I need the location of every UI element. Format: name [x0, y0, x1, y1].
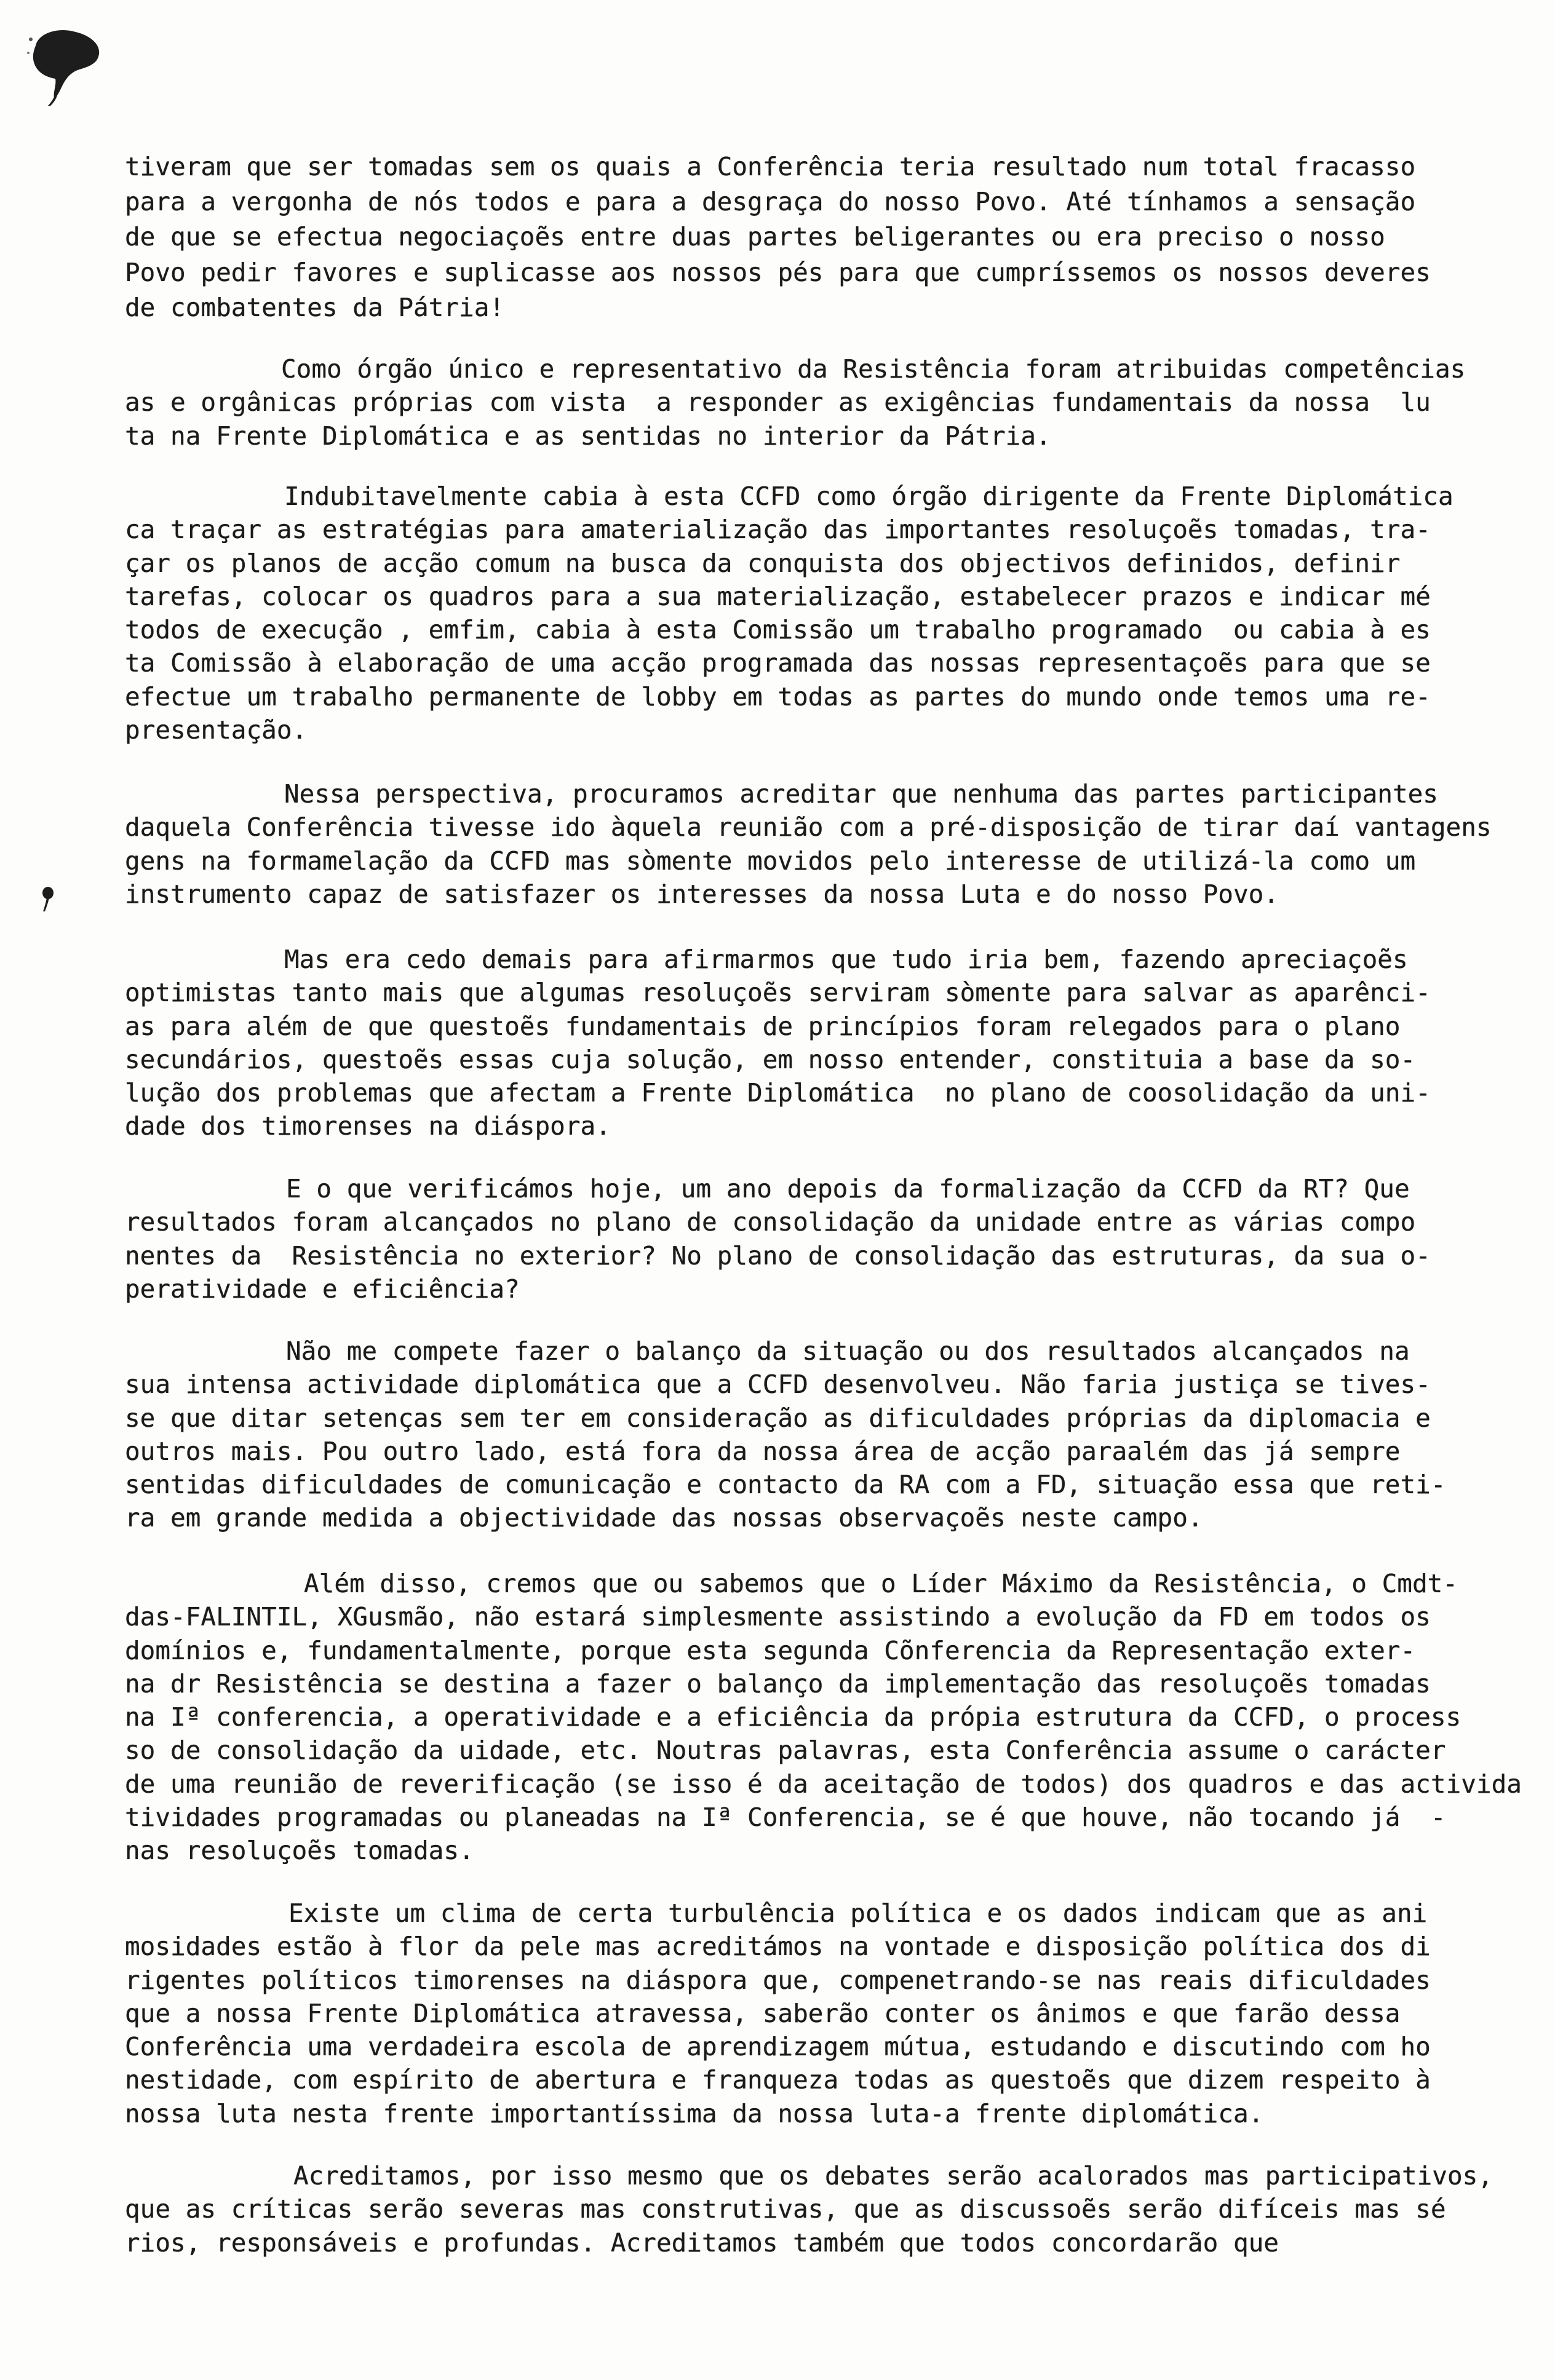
text-line: todos de execução , emfim, cabia à esta Comissão um trabalho programado ou cabia à es: [125, 615, 1431, 645]
text-line: dade dos timorenses na diáspora.: [125, 1111, 611, 1141]
text-line: instrumento capaz de satisfazer os interesses da nossa Luta e do nosso Povo.: [125, 879, 1279, 909]
paragraph: [125, 1335, 1540, 1535]
text-line: para a vergonha de nós todos e para a desgraça do nosso Povo. Até tínhamos a sensação: [125, 187, 1416, 217]
text-line: Nessa perspectiva, procuramos acreditar que nenhuma das partes participantes: [284, 779, 1438, 809]
text-line: resultados foram alcançados no plano de consolidação da unidade entre as várias compo: [125, 1207, 1416, 1237]
text-line: domínios e, fundamentalmente, porque esta segunda Cõnferencia da Representação exter-: [125, 1635, 1416, 1665]
text-line: se que ditar setenças sem ter em consideração as dificuldades próprias da diplomacia e: [125, 1403, 1431, 1433]
text-line: de uma reunião de reverificação (se isso é da aceitação de todos) dos quadros e das activida: [125, 1769, 1522, 1799]
text-line: lução dos problemas que afectam a Frente Diplomática no plano de coosolidação da uni-: [125, 1078, 1431, 1108]
text-line: presentação.: [125, 715, 308, 745]
ink-stain: [23, 21, 109, 107]
text-line: de combatentes da Pátria!: [125, 292, 505, 322]
text-line: de que se efectua negociaçoẽs entre duas partes beligerantes ou era preciso o nosso: [125, 222, 1385, 252]
text-line: efectue um trabalho permanente de lobby em todas as partes do mundo onde temos uma re-: [125, 681, 1431, 712]
ink-dot: [38, 884, 59, 913]
paragraph: [125, 352, 1540, 453]
text-line: rios, responsáveis e profundas. Acreditamos também que todos concordarão que: [125, 2227, 1279, 2258]
text-line: ra em grande medida a objectividade das nossas observaçoẽs neste campo.: [125, 1503, 1203, 1533]
text-line: ca traçar as estratégias para amaterialização das importantes resoluçoẽs tomadas, tra-: [125, 515, 1431, 545]
text-line: mosidades estão à flor da pele mas acreditámos na vontade e disposição política dos di: [125, 1932, 1431, 1962]
text-line: çar os planos de acção comum na busca da conquista dos objectivos definidos, definir: [125, 548, 1401, 578]
text-line: Existe um clima de certa turbulência política e os dados indicam que as ani: [288, 1898, 1428, 1928]
text-line: das-FALINTIL, XGusmão, não estará simplesmente assistindo a evolução da FD em todos os: [125, 1602, 1431, 1632]
text-line: gens na formamelação da CCFD mas sòmente movidos pelo interesse de utilizá-la como um: [125, 846, 1416, 876]
text-line: so de consolidação da uidade, etc. Noutras palavras, esta Conferência assume o carácter: [125, 1735, 1446, 1766]
paragraph: [125, 480, 1540, 747]
text-line: na dr Resistência se destina a fazer o balanço da implementação das resoluçoẽs tomadas: [125, 1668, 1431, 1699]
text-line: Povo pedir favores e suplicasse aos nossos pés para que cumpríssemos os nossos deveres: [125, 257, 1431, 287]
paragraph: [125, 149, 1540, 325]
paragraph: [125, 777, 1540, 911]
text-line: nas resoluçoẽs tomadas.: [125, 1836, 474, 1866]
text-line: nentes da Resistência no exterior? No plano de consolidação das estruturas, da sua o-: [125, 1240, 1431, 1271]
text-line: ta na Frente Diplomática e as sentidas no interior da Pátria.: [125, 421, 1051, 451]
text-line: Além disso, cremos que ou sabemos que o Líder Máximo da Resistência, o Cmdt-: [304, 1569, 1458, 1598]
text-line: Não me compete fazer o balanço da situação ou dos resultados alcançados na: [286, 1336, 1410, 1366]
paragraph: [125, 1567, 1540, 1868]
text-line: Como órgão único e representativo da Resistência foram atribuidas competências: [281, 354, 1466, 384]
text-line: na Iª conferencia, a operatividade e a eficiência da própia estrutura da CCFD, o process: [125, 1702, 1462, 1732]
paragraph: [125, 2159, 1540, 2259]
text-line: secundários, questoẽs essas cuja solução, em nosso entender, constituia a base da so-: [125, 1044, 1416, 1074]
text-line: tarefas, colocar os quadros para a sua materialização, estabelecer prazos e indicar mé: [125, 581, 1431, 611]
text-line: E o que verificámos hoje, um ano depois da formalização da CCFD da RT? Que: [286, 1174, 1410, 1204]
text-line: Indubitavelmente cabia à esta CCFD como órgão dirigente da Frente Diplomática: [284, 482, 1454, 511]
text-line: optimistas tanto mais que algumas resoluçoẽs serviram sòmente para salvar as aparênci-: [125, 978, 1431, 1008]
text-line: ta Comissão à elaboração de uma acção programada das nossas representaçoẽs para que se: [125, 648, 1431, 678]
text-line: daquela Conferência tivesse ido àquela reunião com a pré-disposição de tirar daí vantagens: [125, 812, 1492, 843]
text-line: nestidade, com espírito de abertura e franqueza todas as questoẽs que dizem respeito à: [125, 2065, 1431, 2095]
paragraph: [125, 1897, 1540, 2130]
text-line: tividades programadas ou planeadas na Iª Conferencia, se é que houve, não tocando já -: [125, 1803, 1446, 1833]
text-line: sua intensa actividade diplomática que a CCFD desenvolveu. Não faria justiça se tives-: [125, 1370, 1431, 1400]
text-line: nossa luta nesta frente importantíssima da nossa luta-a frente diplomática.: [125, 2098, 1264, 2128]
text-line: sentidas dificuldades de comunicação e contacto da RA com a FD, situação essa que reti-: [125, 1470, 1446, 1500]
text-line: as para além de que questoẽs fundamentais de princípios foram relegados para o plano: [125, 1011, 1401, 1041]
text-line: que as críticas serão severas mas construtivas, que as discussoẽs serão difíceis mas sé: [125, 2194, 1446, 2224]
paragraph: [125, 1172, 1540, 1306]
text-line: Conferência uma verdadeira escola de aprendizagem mútua, estudando e discutindo com ho: [125, 2032, 1431, 2062]
text-line: rigentes políticos timorenses na diáspora que, compenetrando-se nas reais dificuldades: [125, 1965, 1431, 1995]
paragraph: [125, 943, 1540, 1143]
text-line: Acreditamos, por isso mesmo que os debates serão acalorados mas participativos,: [293, 2161, 1493, 2191]
text-line: peratividade e eficiência?: [125, 1274, 520, 1304]
text-line: Mas era cedo demais para afirmarmos que tudo iria bem, fazendo apreciaçoẽs: [284, 945, 1408, 974]
text-line: tiveram que ser tomadas sem os quais a Conferência teria resultado num total fracasso: [125, 152, 1416, 181]
text-line: outros mais. Pou outro lado, está fora da nossa área de acção paraalém das já sempre: [125, 1436, 1401, 1466]
text-line: que a nossa Frente Diplomática atravessa, saberão conter os ânimos e que farão dessa: [125, 1998, 1401, 2028]
text-line: as e orgânicas próprias com vista a responder as exigências fundamentais da nossa lu: [125, 387, 1431, 418]
